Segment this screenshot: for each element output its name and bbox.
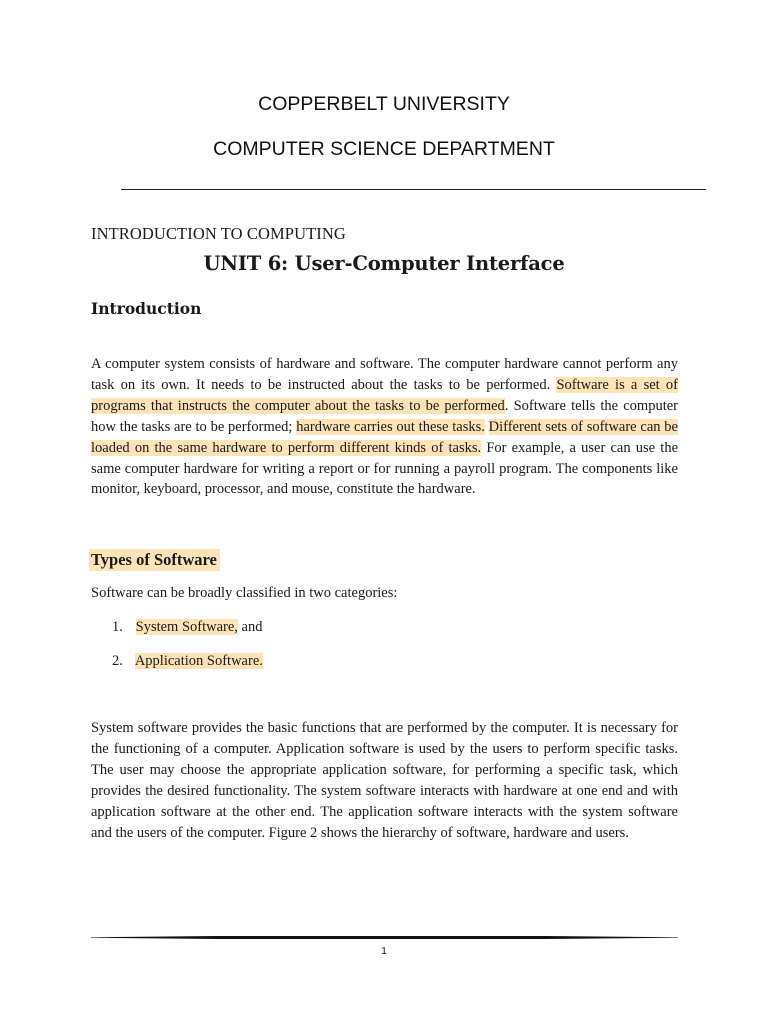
page-number: 1 [381, 945, 387, 957]
unit-title: UNIT 6: User-Computer Interface [203, 252, 565, 275]
list-item [112, 653, 263, 670]
highlight-software-sets: Different sets of software can be loaded on the same hardware to perform different kinds of tasks. [91, 418, 678, 456]
introduction-paragraph [91, 354, 678, 500]
header-divider [121, 189, 706, 190]
highlight-software-definition: Software is a set of programs that instructs the computer about the tasks to be performed [91, 376, 679, 414]
introduction-heading: Introduction [91, 299, 202, 318]
university-name: COPPERBELT UNIVERSITY [258, 93, 510, 115]
list-item-label: System Software, [135, 619, 238, 635]
list-item-label: Application Software. [134, 653, 263, 669]
highlight-hardware-tasks: hardware carries out these tasks. [296, 418, 485, 435]
system-software-paragraph: System software provides the basic functions that are performed by the computer. It is necessary for the functioning of a computer. Application software is used by the users to perform specific tasks. The user may choose the appropriate application software, for performing a specific task, which provides the desired functionality. The system software interacts with hardware at one end and with application software at the other end. The application software interacts with the system software and the users of the computer. Figure 2 shows the hierarchy of software, hardware and users. [91, 720, 678, 841]
intro-text: For example, a user can use the same computer hardware for writing a report or for running a payroll program. The components like monitor, keyboard, processor, and mouse, constitute the hardware. [91, 439, 679, 498]
types-of-software-heading: Types of Software [89, 549, 220, 571]
intro-text: A computer system consists of hardware and software. The computer hardware cannot perform any task on its own. It needs to be instructed about the tasks to be performed. [91, 356, 678, 393]
list-item [112, 619, 262, 636]
department-name: COMPUTER SCIENCE DEPARTMENT [213, 138, 555, 160]
types-intro-text: Software can be broadly classified in two categories: [91, 585, 398, 601]
footer-divider [91, 935, 678, 940]
list-number: 2. [112, 653, 123, 669]
intro-text: . Software tells the computer how the tasks are to be performed; [91, 397, 678, 435]
course-title: INTRODUCTION TO COMPUTING [91, 224, 346, 243]
list-number: 1. [112, 619, 123, 635]
list-item-suffix: and [241, 619, 263, 635]
